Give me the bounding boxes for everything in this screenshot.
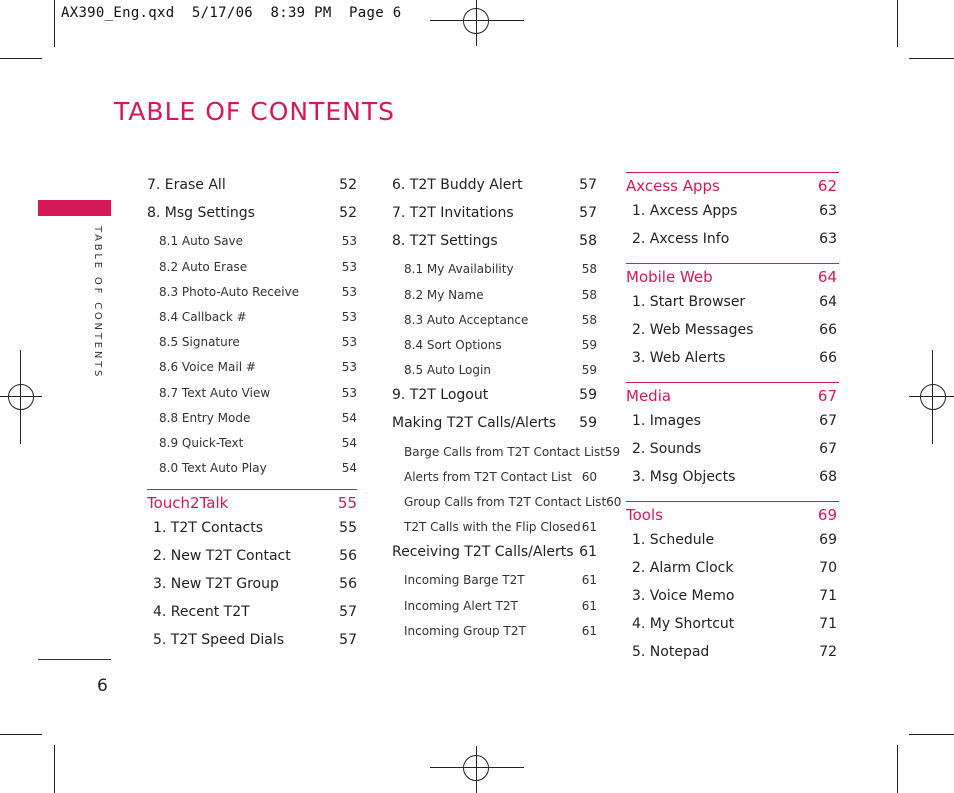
toc-entry-page: 60	[606, 495, 622, 509]
section-rule	[626, 501, 839, 502]
toc-entry-title: 8.3 Auto Acceptance	[404, 313, 529, 327]
toc-entry-page: 56	[339, 548, 357, 564]
toc-entry	[626, 231, 837, 249]
toc-entry-page: 53	[341, 360, 357, 374]
toc-entry-page: 54	[341, 436, 357, 450]
toc-entry-page: 54	[341, 411, 357, 425]
toc-entry-title: Media	[626, 387, 672, 405]
toc-entry-title: 8.1 My Availability	[404, 262, 514, 276]
toc-entry	[392, 495, 622, 511]
toc-entry	[626, 616, 837, 634]
toc-entry-page: 67	[819, 413, 837, 429]
toc-entry-page: 58	[581, 262, 597, 276]
toc-entry-title: 2. Sounds	[632, 441, 702, 457]
toc-entry-page: 71	[819, 616, 837, 632]
toc-entry	[626, 532, 837, 550]
toc-entry-page: 63	[819, 203, 837, 219]
toc-entry-page: 57	[339, 604, 357, 620]
toc-entry-title: Touch2Talk	[147, 494, 229, 512]
toc-entry	[392, 205, 597, 223]
toc-entry-title: 2. Alarm Clock	[632, 560, 734, 576]
toc-entry	[147, 386, 357, 402]
toc-section-heading	[626, 268, 837, 288]
section-rule	[626, 263, 839, 264]
toc-entry	[392, 313, 597, 329]
toc-entry-title: 7. Erase All	[147, 177, 226, 193]
toc-entry-page: 62	[817, 177, 837, 195]
toc-entry-title: 1. Axcess Apps	[632, 203, 738, 219]
toc-entry-page: 66	[819, 350, 837, 366]
toc-entry-title: 8.4 Sort Options	[404, 338, 502, 352]
toc-entry-page: 57	[579, 177, 597, 193]
toc-entry-page: 54	[341, 461, 357, 475]
toc-entry-title: 4. Recent T2T	[153, 604, 250, 620]
toc-entry-page: 69	[819, 532, 837, 548]
toc-entry	[147, 285, 357, 301]
toc-entry	[626, 469, 837, 487]
toc-entry-title: 8.3 Photo-Auto Receive	[159, 285, 300, 299]
toc-entry-title: 3. Web Alerts	[632, 350, 726, 366]
footer-rule	[38, 659, 111, 660]
toc-entry-title: 2. New T2T Contact	[153, 548, 291, 564]
toc-entry	[147, 335, 357, 351]
page-number: 6	[97, 676, 108, 696]
toc-entry-title: Axcess Apps	[626, 177, 720, 195]
toc-entry	[147, 436, 357, 452]
toc-entry-title: 8.2 Auto Erase	[159, 260, 248, 274]
toc-entry-title: 1. Schedule	[632, 532, 715, 548]
toc-entry-title: 5. Notepad	[632, 644, 710, 660]
toc-entry-title: 7. T2T Invitations	[392, 205, 514, 221]
toc-entry-page: 72	[819, 644, 837, 660]
toc-section-heading	[626, 177, 837, 197]
toc-entry	[392, 470, 597, 486]
side-section-label: TABLE OF CONTENTS	[92, 226, 103, 380]
toc-entry	[626, 441, 837, 459]
toc-entry	[626, 350, 837, 368]
toc-entry-title: 3. Msg Objects	[632, 469, 736, 485]
toc-entry-title: 8. T2T Settings	[392, 233, 498, 249]
toc-entry-page: 53	[341, 386, 357, 400]
toc-entry-page: 59	[581, 338, 597, 352]
toc-entry-page: 67	[819, 441, 837, 457]
toc-entry	[392, 599, 597, 615]
toc-entry	[626, 413, 837, 431]
toc-entry	[626, 644, 837, 662]
toc-entry-title: Incoming Group T2T	[404, 624, 526, 638]
toc-entry	[392, 363, 597, 379]
toc-entry-page: 61	[579, 544, 597, 560]
section-rule	[626, 382, 839, 383]
toc-entry-page: 59	[581, 363, 597, 377]
toc-entry-page: 70	[819, 560, 837, 576]
toc-entry-title: 1. T2T Contacts	[153, 520, 264, 536]
toc-entry-page: 69	[817, 506, 837, 524]
toc-entry-title: Incoming Alert T2T	[404, 599, 518, 613]
toc-entry-page: 71	[819, 588, 837, 604]
toc-entry-title: Tools	[626, 506, 663, 524]
toc-entry	[392, 338, 597, 354]
toc-entry-page: 61	[581, 599, 597, 613]
toc-entry	[392, 544, 597, 562]
toc-entry-title: Incoming Barge T2T	[404, 573, 525, 587]
toc-entry-title: Making T2T Calls/Alerts	[392, 415, 557, 431]
toc-entry-page: 63	[819, 231, 837, 247]
toc-entry-page: 56	[339, 576, 357, 592]
toc-section-heading	[147, 494, 357, 514]
toc-entry-title: 4. My Shortcut	[632, 616, 735, 632]
toc-entry	[392, 233, 597, 251]
toc-entry	[626, 588, 837, 606]
toc-entry-title: 8.6 Voice Mail #	[159, 360, 256, 374]
toc-entry-title: 1. Start Browser	[632, 294, 746, 310]
toc-entry-title: 8.2 My Name	[404, 288, 484, 302]
toc-entry	[392, 415, 597, 433]
toc-entry-page: 53	[341, 260, 357, 274]
toc-entry-page: 60	[581, 470, 597, 484]
toc-entry-title: Alerts from T2T Contact List	[404, 470, 572, 484]
toc-entry-title: 1. Images	[632, 413, 701, 429]
toc-section-heading	[626, 506, 837, 526]
toc-entry	[147, 310, 357, 326]
toc-entry	[392, 520, 597, 536]
toc-entry-page: 53	[341, 310, 357, 324]
toc-entry	[147, 576, 357, 594]
toc-entry	[147, 461, 357, 477]
toc-entry-title: 3. New T2T Group	[153, 576, 279, 592]
toc-entry-page: 53	[341, 234, 357, 248]
toc-entry	[392, 573, 597, 589]
toc-entry	[626, 294, 837, 312]
toc-entry	[392, 445, 621, 461]
toc-entry	[392, 177, 597, 195]
toc-entry-title: 6. T2T Buddy Alert	[392, 177, 523, 193]
toc-entry-page: 64	[817, 268, 837, 286]
toc-entry-page: 52	[339, 205, 357, 221]
toc-entry-title: 8.0 Text Auto Play	[159, 461, 267, 475]
toc-entry	[626, 203, 837, 221]
toc-entry-page: 59	[579, 415, 597, 431]
toc-entry-title: 8.8 Entry Mode	[159, 411, 251, 425]
toc-entry	[147, 604, 357, 622]
toc-entry	[626, 322, 837, 340]
print-header-line: AX390_Eng.qxd 5/17/06 8:39 PM Page 6	[61, 5, 402, 21]
toc-entry-page: 57	[339, 632, 357, 648]
toc-entry	[392, 288, 597, 304]
toc-entry-page: 53	[341, 335, 357, 349]
toc-entry-page: 66	[819, 322, 837, 338]
toc-entry-title: Receiving T2T Calls/Alerts	[392, 544, 574, 560]
page-title: TABLE OF CONTENTS	[114, 97, 396, 126]
toc-entry-title: 2. Web Messages	[632, 322, 754, 338]
toc-entry-page: 61	[581, 573, 597, 587]
toc-entry	[626, 560, 837, 578]
toc-entry	[147, 234, 357, 250]
toc-entry-page: 52	[339, 177, 357, 193]
toc-entry-page: 55	[339, 520, 357, 536]
toc-entry-title: 8.9 Quick-Text	[159, 436, 244, 450]
toc-entry-title: T2T Calls with the Flip Closed	[404, 520, 581, 534]
toc-entry-title: Group Calls from T2T Contact List	[404, 495, 607, 509]
toc-entry-title: 9. T2T Logout	[392, 387, 489, 403]
side-tab-marker	[38, 200, 111, 216]
section-rule	[626, 172, 839, 173]
toc-entry-title: 8.5 Auto Login	[404, 363, 491, 377]
toc-entry-title: Mobile Web	[626, 268, 713, 286]
toc-entry-title: 8.7 Text Auto View	[159, 386, 271, 400]
toc-entry-title: 8.4 Callback #	[159, 310, 247, 324]
toc-entry	[392, 624, 597, 640]
toc-entry-title: 8.5 Signature	[159, 335, 240, 349]
toc-entry	[147, 177, 357, 195]
toc-entry-title: 8.1 Auto Save	[159, 234, 244, 248]
toc-entry-title: 8. Msg Settings	[147, 205, 255, 221]
toc-entry	[392, 387, 597, 405]
toc-entry	[147, 205, 357, 223]
toc-entry-page: 58	[579, 233, 597, 249]
toc-entry-page: 59	[604, 445, 621, 459]
toc-entry-page: 64	[819, 294, 837, 310]
toc-entry-page: 59	[579, 387, 597, 403]
toc-entry-page: 67	[817, 387, 837, 405]
toc-entry	[147, 411, 357, 427]
toc-entry	[392, 262, 597, 278]
toc-entry-page: 58	[581, 313, 597, 327]
toc-entry	[147, 548, 357, 566]
toc-entry-page: 55	[337, 494, 357, 512]
toc-entry	[147, 520, 357, 538]
toc-entry-page: 68	[819, 469, 837, 485]
toc-entry-title: Barge Calls from T2T Contact List	[404, 445, 605, 459]
toc-section-heading	[626, 387, 837, 407]
toc-entry-page: 61	[581, 520, 597, 534]
toc-entry	[147, 360, 357, 376]
toc-entry	[147, 260, 357, 276]
toc-entry-page: 57	[579, 205, 597, 221]
toc-entry-page: 58	[581, 288, 597, 302]
toc-entry-title: 5. T2T Speed Dials	[153, 632, 285, 648]
toc-entry-title: 2. Axcess Info	[632, 231, 730, 247]
toc-entry-title: 3. Voice Memo	[632, 588, 735, 604]
toc-entry-page: 61	[581, 624, 597, 638]
toc-entry	[147, 632, 357, 650]
toc-entry-page: 53	[341, 285, 357, 299]
section-rule	[147, 489, 357, 490]
